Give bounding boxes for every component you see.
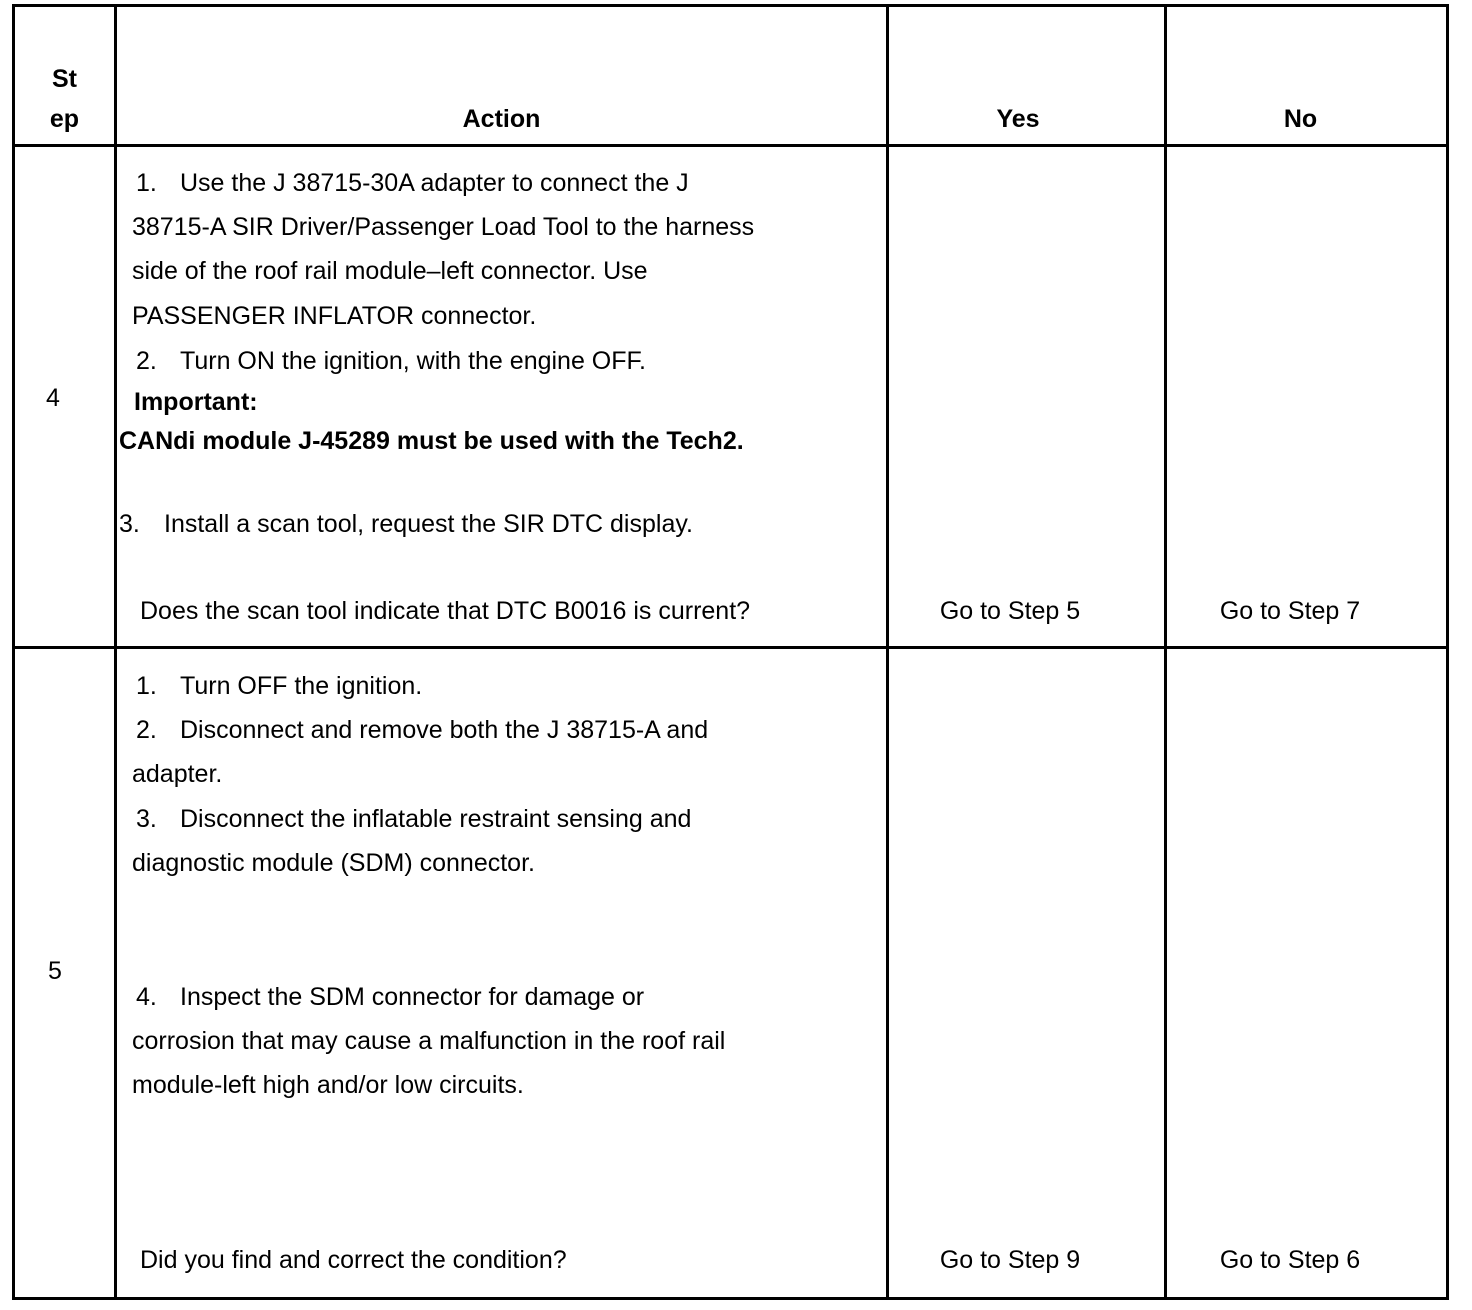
no-result: Go to Step 7 <box>1219 597 1361 625</box>
column-divider-step <box>114 4 117 1300</box>
list-item-number: 1. <box>136 672 157 700</box>
action-text-line: diagnostic module (SDM) connector. <box>132 849 535 877</box>
action-text-line: side of the roof rail module–left connector. Use <box>132 257 648 285</box>
column-divider-yes <box>1164 4 1167 1300</box>
action-text-line: Use the J 38715-30A adapter to connect the J <box>180 169 689 197</box>
yes-result: Go to Step 5 <box>939 597 1081 625</box>
action-text-line: 38715-A SIR Driver/Passenger Load Tool to the harness <box>132 213 755 241</box>
header-step-line1: St <box>52 65 77 93</box>
list-item-number: 2. <box>136 716 157 744</box>
table-border-bottom <box>12 1297 1449 1300</box>
table-border-right <box>1446 4 1449 1300</box>
header-action: Action <box>462 105 541 133</box>
column-divider-action <box>886 4 889 1300</box>
list-item-number: 4. <box>136 983 157 1011</box>
list-item-number: 3. <box>119 510 140 538</box>
header-yes: Yes <box>996 105 1040 133</box>
row-divider <box>12 646 1449 649</box>
action-text-line: Disconnect the inflatable restraint sensing and <box>180 805 692 833</box>
action-text-line: Inspect the SDM connector for damage or <box>180 983 645 1011</box>
header-step-line2: ep <box>49 105 80 133</box>
list-item-number: 3. <box>136 805 157 833</box>
header-no: No <box>1283 105 1318 133</box>
question-text: Did you find and correct the condition? <box>140 1246 567 1274</box>
header-divider <box>12 144 1449 147</box>
important-note: CANdi module J-45289 must be used with the Tech2. <box>119 427 744 455</box>
action-text-line: module-left high and/or low circuits. <box>132 1071 524 1099</box>
action-text-line: Turn ON the ignition, with the engine OFF. <box>180 347 646 375</box>
question-text: Does the scan tool indicate that DTC B0016 is current? <box>140 597 751 625</box>
step-number: 5 <box>48 957 62 985</box>
no-result: Go to Step 6 <box>1219 1246 1361 1274</box>
yes-result: Go to Step 9 <box>939 1246 1081 1274</box>
table-border-top <box>12 4 1449 7</box>
table-border-left <box>12 4 15 1300</box>
step-number: 4 <box>46 384 60 412</box>
action-text-line: Install a scan tool, request the SIR DTC display. <box>164 510 693 538</box>
action-text-line: adapter. <box>132 760 223 788</box>
list-item-number: 1. <box>136 169 157 197</box>
action-text-line: corrosion that may cause a malfunction in the roof rail <box>132 1027 726 1055</box>
important-label: Important: <box>134 388 258 416</box>
action-text-line: Turn OFF the ignition. <box>180 672 423 700</box>
action-text-line: Disconnect and remove both the J 38715-A and <box>180 716 709 744</box>
list-item-number: 2. <box>136 347 157 375</box>
header-step <box>15 64 114 134</box>
action-text-line: PASSENGER INFLATOR connector. <box>132 302 537 330</box>
